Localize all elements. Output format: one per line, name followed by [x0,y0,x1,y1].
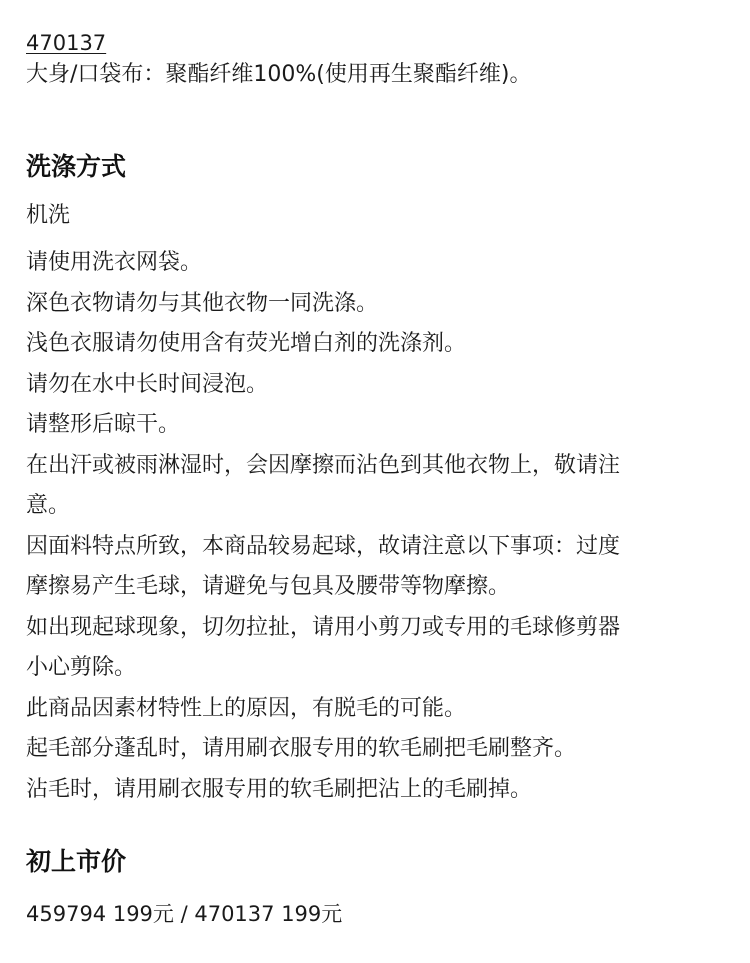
product-detail-page [26,28,736,931]
instruction-line: 深色衣物请勿与其他衣物一同洗涤。 [26,290,379,316]
instruction-line: 在出汗或被雨淋湿时，会因摩擦而沾色到其他衣物上，敬请注 [26,452,621,478]
instruction-line: 意。 [26,493,71,518]
price-text: 459794 199元 / 470137 199元 [26,902,343,926]
instruction-line: 起毛部分蓬乱时，请用刷衣服专用的软毛刷把毛刷整齐。 [26,736,577,761]
washing-instructions-list [26,243,736,810]
instruction-line: 请使用洗衣网袋。 [26,250,203,275]
instruction-line: 因面料特点所致，本商品较易起球，故请注意以下事项：过度 [26,533,621,559]
instruction-line: 如出现起球现象，切勿拉扯，请用小剪刀或专用的毛球修剪器 [26,614,621,640]
instruction-line: 请整形后晾干。 [26,412,181,437]
instruction-line: 沾毛时，请用刷衣服专用的软毛刷把沾上的毛刷掉。 [26,776,533,802]
price-heading: 初上市价 [26,847,127,876]
product-code-link[interactable]: 470137 [26,31,107,55]
washing-method: 机洗 [26,203,71,228]
instruction-line: 此商品因素材特性上的原因，有脱毛的可能。 [26,695,467,721]
instruction-line: 摩擦易产生毛球，请避免与包具及腰带等物摩擦。 [26,574,511,599]
instruction-line: 浅色衣服请勿使用含有荧光增白剂的洗涤剂。 [26,331,467,356]
material-text: 大身/口袋布：聚酯纤维100%(使用再生聚酯纤维)。 [26,62,532,87]
instruction-line: 小心剪除。 [26,655,137,680]
washing-heading: 洗涤方式 [26,152,127,181]
instruction-line: 请勿在水中长时间浸泡。 [26,371,269,397]
